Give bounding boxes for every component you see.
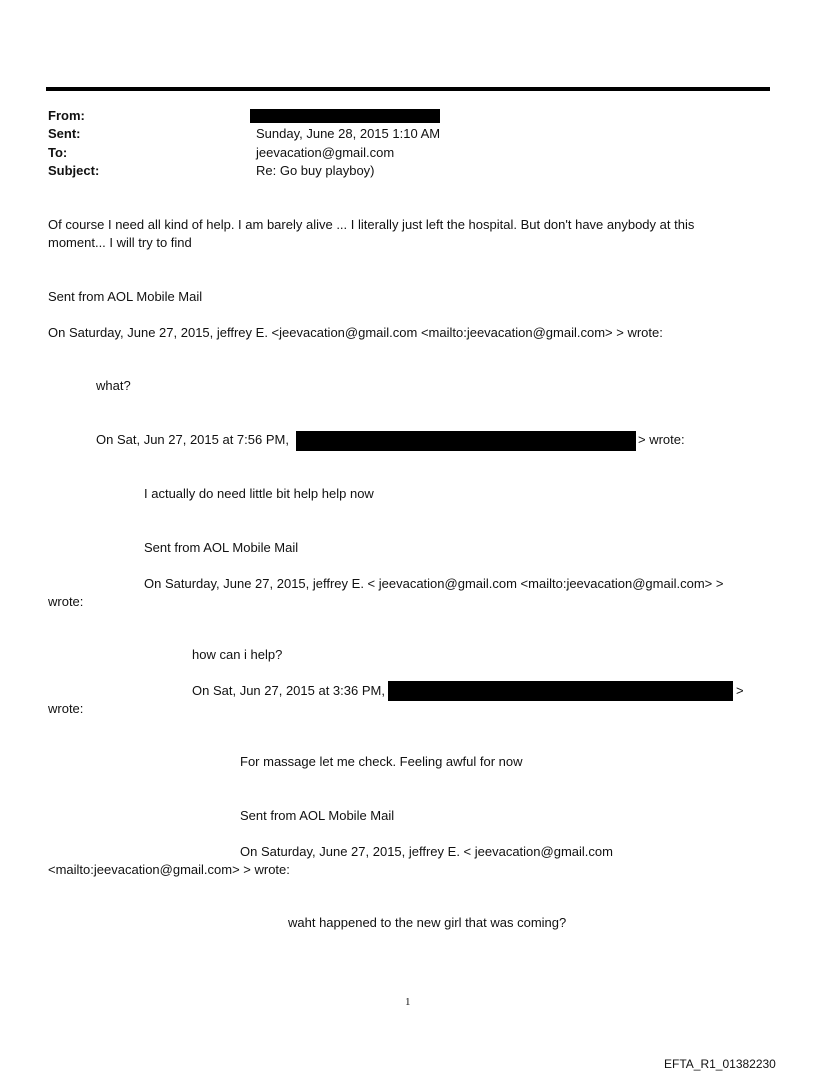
message-new-girl: waht happened to the new girl that was coming?: [288, 915, 567, 930]
document-id: EFTA_R1_01382230: [664, 1057, 776, 1071]
redacted-from: [250, 109, 440, 123]
quote-header-3-wrap: wrote:: [48, 594, 84, 609]
message-what: what?: [96, 378, 131, 393]
header-rule: [46, 87, 770, 91]
message-help-now: I actually do need little bit help help now: [144, 486, 374, 501]
sent-label: Sent:: [48, 126, 81, 141]
signature-3: Sent from AOL Mobile Mail: [240, 808, 395, 823]
sent-value: Sunday, June 28, 2015 1:10 AM: [256, 126, 441, 141]
subject-label: Subject:: [48, 163, 100, 178]
quote-header-5-wrap: <mailto:jeevacation@gmail.com> > wrote:: [48, 862, 290, 877]
quote-header-2-end: > wrote:: [638, 432, 685, 447]
quote-header-3: On Saturday, June 27, 2015, jeffrey E. < jeevacation@gmail.com <mailto:jeevacation@gmail.com> >: [144, 576, 724, 591]
quote-header-1: On Saturday, June 27, 2015, jeffrey E. <jeevacation@gmail.com <mailto:jeevacation@gmail.com> > wrote:: [48, 325, 663, 340]
page-number: 1: [405, 996, 411, 1008]
message-how-help: how can i help?: [192, 647, 283, 662]
quote-header-5: On Saturday, June 27, 2015, jeffrey E. < jeevacation@gmail.com: [240, 844, 613, 859]
signature-2: Sent from AOL Mobile Mail: [144, 540, 299, 555]
redacted-sender-2: [388, 681, 733, 701]
subject-value: Re: Go buy playboy): [256, 163, 375, 178]
redacted-sender-1: [296, 431, 636, 451]
signature-1: Sent from AOL Mobile Mail: [48, 289, 203, 304]
quote-header-4-wrap: wrote:: [48, 701, 84, 716]
body-line-2: moment... I will try to find: [48, 235, 192, 250]
quote-header-4: On Sat, Jun 27, 2015 at 3:36 PM,: [192, 683, 385, 698]
from-label: From:: [48, 108, 85, 123]
message-massage: For massage let me check. Feeling awful for now: [240, 754, 523, 769]
quote-header-2: On Sat, Jun 27, 2015 at 7:56 PM,: [96, 432, 289, 447]
body-line-1: Of course I need all kind of help. I am barely alive ... I literally just left the hospital. But don't have anybody at this: [48, 217, 695, 232]
to-value: jeevacation@gmail.com: [256, 145, 395, 160]
quote-header-4-end: >: [736, 683, 744, 698]
to-label: To:: [48, 145, 68, 160]
